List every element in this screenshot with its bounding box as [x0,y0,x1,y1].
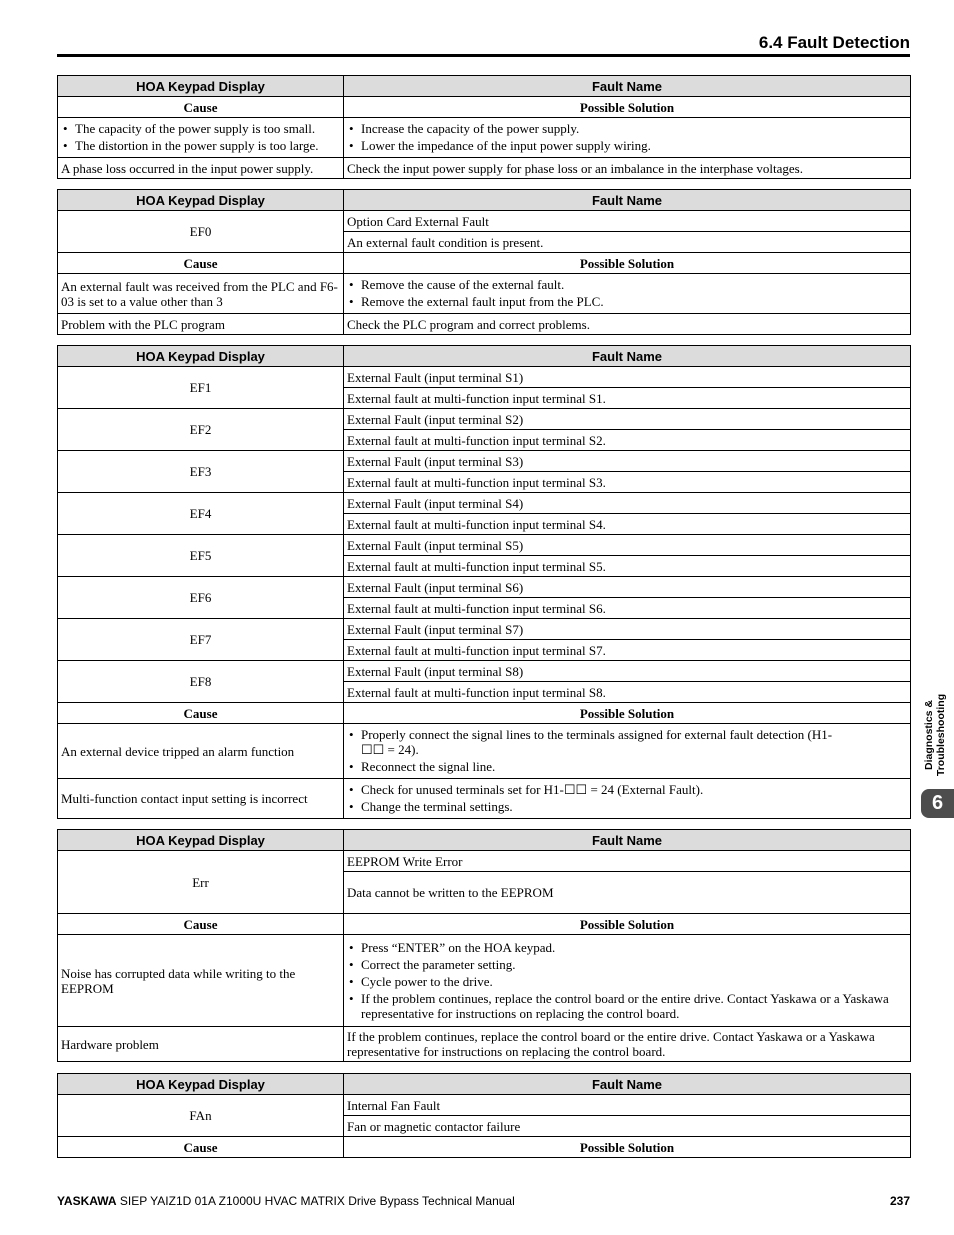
keypad-display-code: EF4 [58,493,344,535]
keypad-display-code: Err [58,851,344,914]
footer-title-text: SIEP YAIZ1D 01A Z1000U HVAC MATRIX Drive Bypass Technical Manual [119,1194,515,1208]
solution-bullet: • Reconnect the signal line. [347,759,907,774]
keypad-display-code: EF6 [58,577,344,619]
hoa-keypad-display-header: HOA Keypad Display [58,76,344,97]
fault-name: External Fault (input terminal S8) [344,661,911,682]
fault-name: External Fault (input terminal S4) [344,493,911,514]
keypad-display-code: EF8 [58,661,344,703]
keypad-display-code: EF0 [58,211,344,253]
cause-cell: Problem with the PLC program [58,314,344,335]
cause-cell: A phase loss occurred in the input power supply. [58,158,344,179]
keypad-display-code: EF5 [58,535,344,577]
fault-table-power-supply [57,75,911,179]
possible-solution-header: Possible Solution [344,97,911,118]
solution-bullet: • Properly connect the signal lines to the terminals assigned for external fault detection (H1-☐☐ = 24). [347,727,907,757]
fault-table-ef1-ef8 [57,345,911,819]
fault-name-header: Fault Name [344,1074,911,1095]
chapter-side-label [916,685,954,785]
solution-bullet: • Cycle power to the drive. [347,974,907,989]
fault-name: External Fault (input terminal S2) [344,409,911,430]
fault-name: EEPROM Write Error [344,851,911,872]
cause-bullet: • The distortion in the power supply is too large. [61,138,340,153]
keypad-display-code: EF1 [58,367,344,409]
solution-bullet: • Remove the cause of the external fault. [347,277,907,292]
header-rule [57,54,910,57]
fault-table-err [57,829,911,1062]
fault-name: Option Card External Fault [344,211,911,232]
solution-bullet: • Change the terminal settings. [347,799,907,814]
fault-description: External fault at multi-function input terminal S4. [344,514,911,535]
solution-bullet: • Lower the impedance of the input power supply wiring. [347,138,907,153]
solution-bullet: • Increase the capacity of the power supply. [347,121,907,136]
fault-description: Fan or magnetic contactor failure [344,1116,911,1137]
fault-name-header: Fault Name [344,76,911,97]
possible-solution-header: Possible Solution [344,914,911,935]
fault-name: External Fault (input terminal S6) [344,577,911,598]
fault-table-ef0 [57,189,911,335]
solution-bullet: • Press “ENTER” on the HOA keypad. [347,940,907,955]
fault-name: External Fault (input terminal S5) [344,535,911,556]
solution-bullet: • Remove the external fault input from the PLC. [347,294,907,309]
footer-manual-title [57,1194,515,1208]
possible-solution-header: Possible Solution [344,253,911,274]
section-title: 6.4 Fault Detection [758,33,910,52]
cause-header: Cause [58,97,344,118]
keypad-display-code: FAn [58,1095,344,1137]
solution-cell: Check the PLC program and correct problems. [344,314,911,335]
fault-name: Internal Fan Fault [344,1095,911,1116]
fault-name-header: Fault Name [344,830,911,851]
cause-cell: Hardware problem [58,1027,344,1062]
cause-cell: Multi-function contact input setting is incorrect [58,779,344,819]
solution-cell [344,935,911,1027]
fault-description: External fault at multi-function input terminal S5. [344,556,911,577]
chapter-label-line1: Diagnostics & [923,700,935,771]
fault-description: External fault at multi-function input terminal S6. [344,598,911,619]
fault-description: External fault at multi-function input terminal S8. [344,682,911,703]
fault-name-header: Fault Name [344,346,911,367]
fault-name: External Fault (input terminal S7) [344,619,911,640]
fault-name: External Fault (input terminal S3) [344,451,911,472]
solution-bullet: • Correct the parameter setting. [347,957,907,972]
cause-header: Cause [58,914,344,935]
fault-name: External Fault (input terminal S1) [344,367,911,388]
cause-cell: An external device tripped an alarm function [58,724,344,779]
fault-name-header: Fault Name [344,190,911,211]
hoa-keypad-display-header: HOA Keypad Display [58,830,344,851]
fault-description: External fault at multi-function input terminal S1. [344,388,911,409]
cause-header: Cause [58,703,344,724]
solution-bullet: • If the problem continues, replace the control board or the entire drive. Contact Yaskawa or a Yaskawa representative for instructions on replacing the control board. [347,991,907,1021]
chapter-number-tab: 6 [921,789,954,818]
cause-bullet: • The capacity of the power supply is too small. [61,121,340,136]
fault-table-fan [57,1073,911,1158]
keypad-display-code: EF3 [58,451,344,493]
solution-bullet: • Check for unused terminals set for H1-☐☐ = 24 (External Fault). [347,782,907,797]
solution-cell [344,779,911,819]
cause-header: Cause [58,253,344,274]
keypad-display-code: EF2 [58,409,344,451]
possible-solution-header: Possible Solution [344,1137,911,1158]
possible-solution-header: Possible Solution [344,703,911,724]
cause-cell [58,118,344,158]
page-number: 237 [889,1194,910,1208]
chapter-label-line2: Troubleshooting [935,693,947,777]
fault-description: Data cannot be written to the EEPROM [344,872,911,914]
footer-brand: YASKAWA [57,1194,117,1208]
solution-cell: Check the input power supply for phase loss or an imbalance in the interphase voltages. [344,158,911,179]
solution-cell [344,724,911,779]
solution-cell [344,274,911,314]
fault-description: External fault at multi-function input terminal S7. [344,640,911,661]
hoa-keypad-display-header: HOA Keypad Display [58,1074,344,1095]
keypad-display-code: EF7 [58,619,344,661]
fault-description: External fault at multi-function input terminal S3. [344,472,911,493]
cause-cell: Noise has corrupted data while writing to the EEPROM [58,935,344,1027]
fault-description: External fault at multi-function input terminal S2. [344,430,911,451]
cause-header: Cause [58,1137,344,1158]
cause-cell: An external fault was received from the PLC and F6-03 is set to a value other than 3 [58,274,344,314]
hoa-keypad-display-header: HOA Keypad Display [58,190,344,211]
fault-description: An external fault condition is present. [344,232,911,253]
solution-cell [344,118,911,158]
solution-cell: If the problem continues, replace the control board or the entire drive. Contact Yaskawa or a Yaskawa representative for instructions on replacing the control board. [344,1027,911,1062]
hoa-keypad-display-header: HOA Keypad Display [58,346,344,367]
